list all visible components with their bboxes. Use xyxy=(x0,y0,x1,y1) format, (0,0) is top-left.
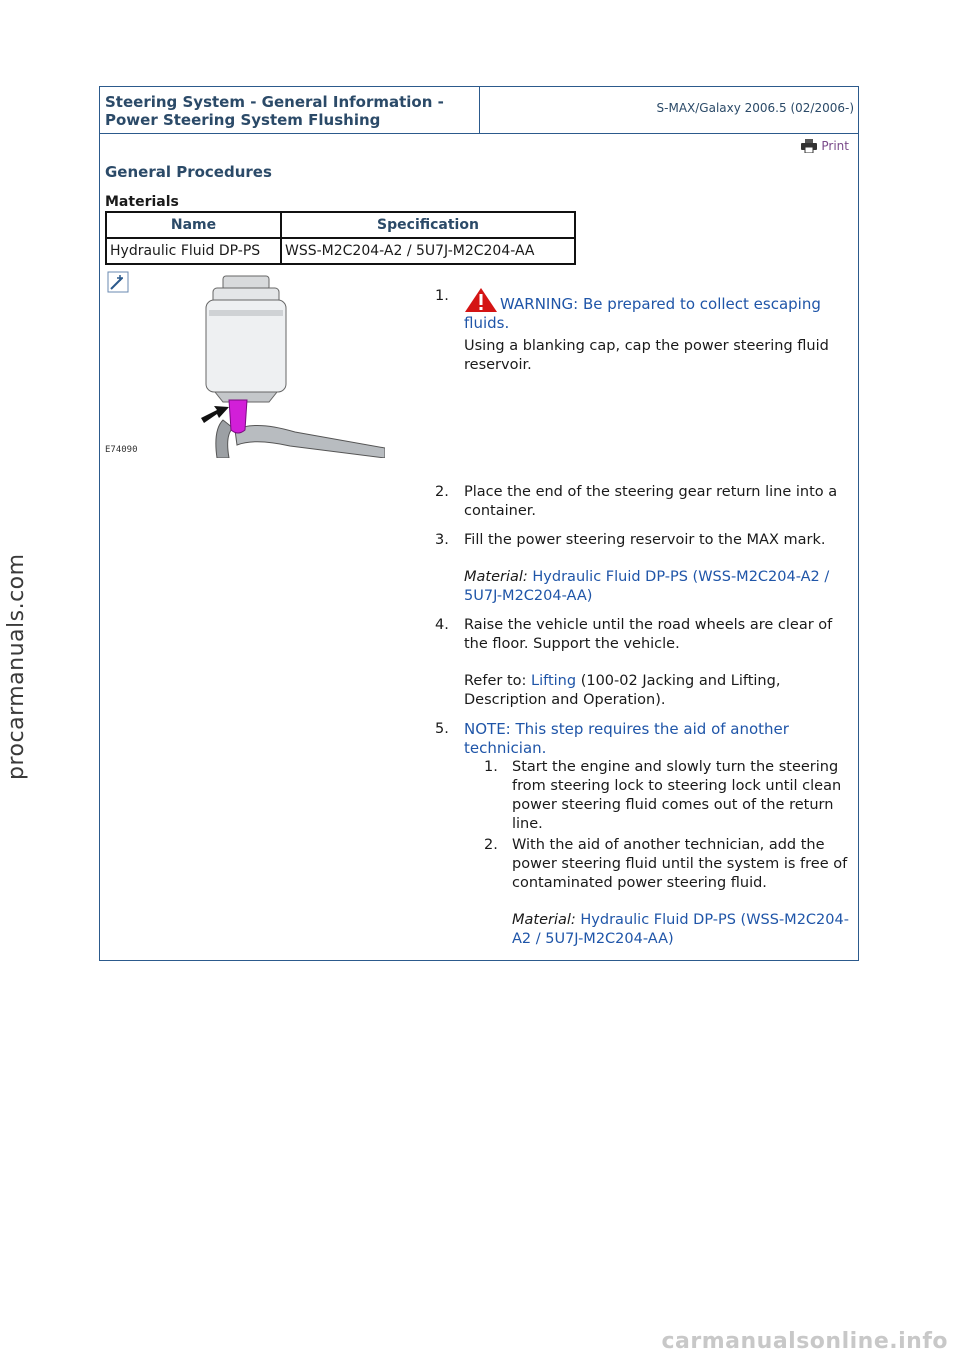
model-label: S-MAX/Galaxy 2006.5 (02/2006-) xyxy=(656,101,854,115)
step-text: Place the end of the steering gear return line into a container. xyxy=(464,484,838,519)
step-text: Raise the vehicle until the road wheels are clear of the floor. Support the vehicle. xyxy=(464,617,833,652)
material-name-cell: Hydraulic Fluid DP-PS xyxy=(106,238,281,264)
sub-step-text: With the aid of another technician, add the power steering fluid until the system is free of contaminated power steering fluid. xyxy=(512,837,848,891)
material-label: Material: xyxy=(464,569,528,585)
sub-step-text: Start the engine and slowly turn the steering from steering lock to steering lock until clean power steering fluid comes out of the return line. xyxy=(512,759,842,832)
sub-step-2 xyxy=(464,836,855,949)
material-label: Material: xyxy=(512,912,576,928)
reservoir-figure[interactable] xyxy=(105,270,385,458)
bottom-watermark: carmanualsonline.info xyxy=(661,1329,948,1354)
refer-text: (100-02 Jacking and Lifting, Description and Operation). xyxy=(464,673,781,708)
materials-table xyxy=(105,211,576,265)
material-link[interactable]: Hydraulic Fluid DP-PS (WSS-M2C204-A2 / 5U7J-M2C204-AA) xyxy=(512,912,849,947)
step-5 xyxy=(430,720,855,949)
column-header-specification: Specification xyxy=(281,212,575,238)
sub-step-1 xyxy=(464,758,855,834)
title-line-2: Power Steering System Flushing xyxy=(105,111,381,129)
step-number: 1. xyxy=(435,288,449,304)
print-button[interactable] xyxy=(801,139,849,153)
step-text: Fill the power steering reservoir to the MAX mark. xyxy=(464,532,826,548)
procedure-steps xyxy=(430,287,855,959)
material-line xyxy=(464,568,855,606)
side-watermark: procarmanuals.com xyxy=(4,553,29,780)
step-number: 2. xyxy=(435,484,449,500)
lifting-link[interactable]: Lifting xyxy=(531,673,577,689)
page-header xyxy=(100,87,858,134)
material-link[interactable]: Hydraulic Fluid DP-PS (WSS-M2C204-A2 / 5U7J-M2C204-AA) xyxy=(464,569,830,604)
material-line xyxy=(512,911,855,949)
materials-title: Materials xyxy=(105,194,179,210)
title-line-1: Steering System - General Information - xyxy=(105,93,444,111)
warning-label: WARNING: Be prepared to collect escaping fluids. xyxy=(464,295,821,332)
document-frame xyxy=(99,86,859,961)
page-title xyxy=(100,87,480,133)
step-3 xyxy=(430,531,855,606)
table-row xyxy=(106,238,575,264)
step-number: 4. xyxy=(435,617,449,633)
zoom-icon xyxy=(108,272,128,292)
step-text: Using a blanking cap, cap the power steering fluid reservoir. xyxy=(464,338,829,373)
figure-code: E74090 xyxy=(105,445,138,455)
sub-step-number: 2. xyxy=(484,837,498,853)
section-title: General Procedures xyxy=(105,163,272,181)
table-header-row xyxy=(106,212,575,238)
warning-icon xyxy=(464,287,498,313)
step-number: 3. xyxy=(435,532,449,548)
column-header-name: Name xyxy=(106,212,281,238)
print-label: Print xyxy=(821,139,849,153)
material-spec-cell: WSS-M2C204-A2 / 5U7J-M2C204-AA xyxy=(281,238,575,264)
step-number: 5. xyxy=(435,721,449,737)
warning-text xyxy=(464,287,855,333)
sub-step-number: 1. xyxy=(484,759,498,775)
printer-icon xyxy=(801,139,817,153)
step-4 xyxy=(430,616,855,710)
note-text: NOTE: This step requires the aid of another technician. xyxy=(464,720,789,757)
refer-line xyxy=(464,672,855,710)
refer-label: Refer to: xyxy=(464,673,527,689)
step-2 xyxy=(430,483,855,521)
step-1 xyxy=(430,287,855,375)
